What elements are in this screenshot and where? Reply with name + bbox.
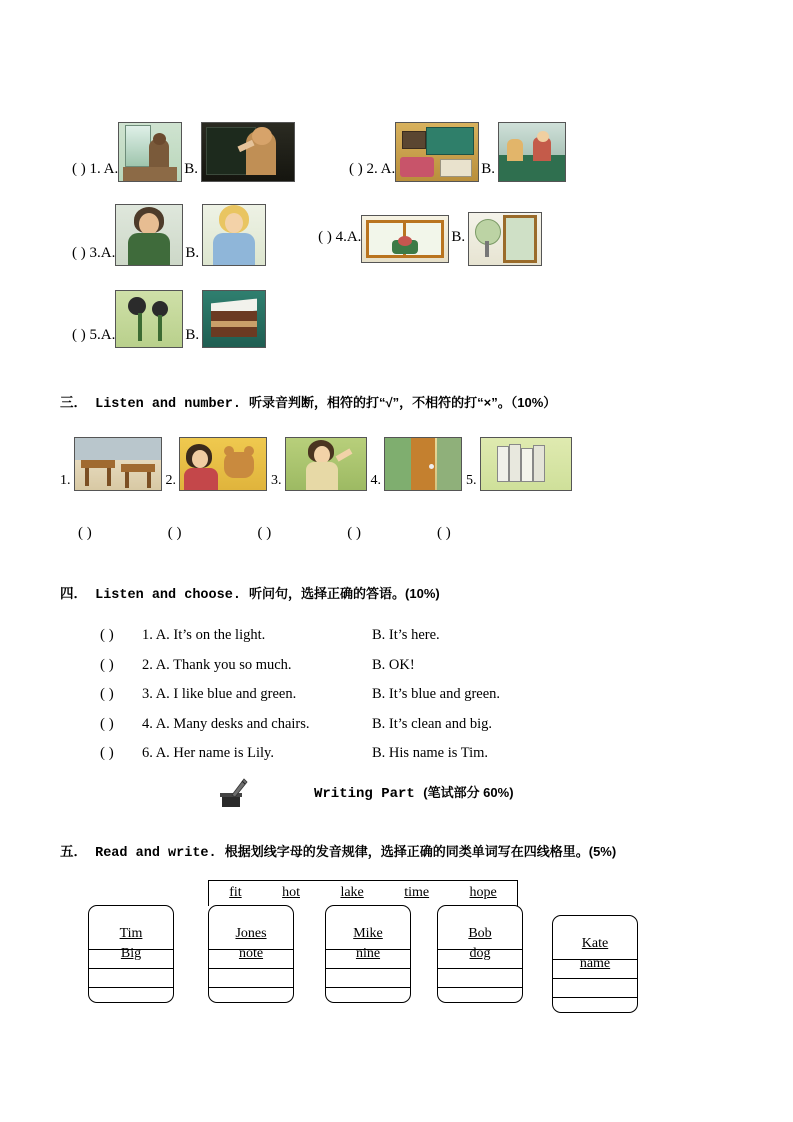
section3-heading [60,391,556,412]
word-bank [208,880,518,906]
choose-row[interactable] [100,686,500,716]
boy-at-window-picture [118,122,182,182]
choice-lead-label: ( ) 2. A. [349,161,396,177]
section4-index: 四． [60,588,87,603]
section4-title-en: Listen and choose. [95,588,241,603]
word-bank-word[interactable]: hope [469,885,497,900]
fan-and-window-picture [468,212,542,266]
option-a[interactable]: 3. A. I like blue and green. [142,686,297,702]
rule-line [89,987,173,988]
item-number: 3. [271,473,282,488]
answer-bracket[interactable]: ( ) [257,525,272,541]
listen-number-item[interactable] [271,437,367,491]
picture-choice-item[interactable] [72,290,266,348]
choose-row[interactable] [100,657,500,687]
answer-bracket[interactable]: ( ) [100,656,114,673]
girl-waving-picture [285,437,367,491]
section5-title-cn: 根据划线字母的发音规律，选择正确的同类单词写在四线格里。(5%) [224,844,617,859]
girl-in-blue-jacket-picture [202,204,266,266]
choice-lead-label: ( ) 5.A. [72,327,116,343]
writing-part-label-cn: (笔试部分 60%) [423,785,514,800]
listen-and-choose-list [100,627,500,775]
word-line-2: Big [120,946,142,961]
choice-lead-label: ( ) 3.A. [72,245,116,261]
listen-and-number-strip [60,437,576,491]
option-b[interactable]: B. It’s clean and big. [372,715,493,732]
four-line-box[interactable] [437,905,523,1003]
answer-bracket[interactable]: ( ) [78,525,92,541]
option-a[interactable]: 6. A. Her name is Lily. [142,745,274,761]
choice-lead-label: ( ) 1. A. [72,161,119,177]
item-number: 4. [370,473,381,488]
answer-bracket[interactable]: ( ) [100,627,114,643]
four-line-words [438,924,522,964]
option-b[interactable]: B. It’s here. [372,627,440,643]
listen-number-item[interactable] [166,437,268,491]
listen-number-answer-brackets [78,525,678,542]
option-a[interactable]: 2. A. Thank you so much. [142,656,292,673]
word-bank-word[interactable]: fit [229,885,242,900]
section3-title-cn: 听录音判断，相符的打“√”，不相符的打“×”。（10%） [249,395,557,410]
picture-choice-row [0,188,793,266]
answer-bracket[interactable]: ( ) [437,525,451,541]
girl-with-teddy-bear-picture [179,437,267,491]
section5-heading [60,840,616,861]
rule-line [326,987,410,988]
option-b[interactable]: B. It’s blue and green. [372,686,501,702]
section4-title-cn: 听问句，选择正确的答语。(10%) [249,586,440,601]
writing-part-label [314,782,514,802]
section3-index: 三． [60,397,87,412]
word-line-1: Tim [119,926,143,941]
choose-row[interactable] [100,627,500,657]
word-bank-word[interactable]: lake [340,885,364,900]
choice-letter-b: B. [185,327,200,343]
four-line-words [553,934,637,974]
rule-line [553,997,637,998]
four-line-box-group [0,905,793,1015]
listen-number-item[interactable] [466,437,572,491]
rule-line [438,949,522,950]
word-line-1: Mike [353,926,383,941]
word-line-2: name [579,956,611,971]
cake-slice-picture [202,290,266,348]
picture-choice-section [0,100,793,348]
answer-bracket[interactable]: ( ) [100,745,114,761]
word-bank-words [209,881,517,905]
rule-line [326,949,410,950]
word-line-2: note [238,946,264,961]
four-line-box[interactable] [208,905,294,1003]
rule-line [209,987,293,988]
woman-in-green-coat-picture [115,204,183,266]
teacher-and-students-picture [498,122,566,182]
word-line-1: Bob [468,926,492,941]
rule-line [553,959,637,960]
answer-bracket[interactable]: ( ) [167,525,182,541]
section3-title-en: Listen and number. [95,397,241,412]
section5-index: 五． [60,846,87,861]
picture-choice-item[interactable] [349,122,566,182]
answer-bracket[interactable]: ( ) [100,686,114,702]
rule-line [209,968,293,969]
item-number: 2. [165,473,176,488]
four-line-box[interactable] [88,905,174,1003]
picture-choice-item[interactable] [72,122,295,182]
option-a[interactable]: 1. A. It’s on the light. [142,627,266,643]
flowers-picture [115,290,183,348]
choice-lead-label: ( ) 4.A. [318,228,362,245]
item-number: 5. [466,473,477,488]
section5-title-en: Read and write. [95,846,217,861]
word-line-1: Kate [581,936,609,951]
rule-line [326,968,410,969]
choice-letter-b: B. [185,245,200,261]
choice-letter-b: B. [184,161,199,177]
four-line-words [209,924,293,964]
rule-line [553,978,637,979]
section4-heading [60,582,440,603]
rule-line [438,968,522,969]
option-b[interactable]: B. His name is Tim. [372,745,489,761]
option-a[interactable]: 4. A. Many desks and chairs. [142,715,310,732]
answer-bracket[interactable]: ( ) [100,715,114,732]
four-line-box[interactable] [325,905,411,1003]
choose-row[interactable] [100,716,500,746]
word-bank-word[interactable]: hot [282,885,300,900]
door-and-wall-picture [384,437,462,491]
books-on-shelf-picture [480,437,572,491]
rule-line [438,987,522,988]
girl-drawing-on-board-picture [201,122,295,182]
classroom-desk-items-picture [395,122,479,182]
pen-and-inkwell-icon [218,775,248,809]
choice-letter-b: B. [451,228,466,245]
four-line-box[interactable] [552,915,638,1013]
rule-line [89,949,173,950]
picture-choice-item[interactable] [318,212,542,266]
choose-row[interactable] [100,745,500,775]
listen-number-item[interactable] [60,437,162,491]
listen-number-item[interactable] [371,437,463,491]
classroom-desks-picture [74,437,162,491]
word-bank-word[interactable]: time [404,885,430,900]
picture-choice-item[interactable] [72,204,266,266]
item-number: 1. [60,473,71,488]
four-line-words [326,924,410,964]
writing-part-banner [218,775,514,809]
window-with-plant-picture [361,215,449,263]
four-line-words [89,924,173,964]
word-line-1: Jones [235,926,267,941]
option-b[interactable]: B. OK! [372,656,415,673]
rule-line [209,949,293,950]
choice-letter-b: B. [481,161,496,177]
picture-choice-row [0,100,793,182]
word-line-2: nine [355,946,381,961]
word-line-2: dog [469,946,491,961]
picture-choice-row [0,272,793,348]
rule-line [89,968,173,969]
answer-bracket[interactable]: ( ) [347,525,361,541]
writing-part-label-en: Writing Part [314,786,415,802]
